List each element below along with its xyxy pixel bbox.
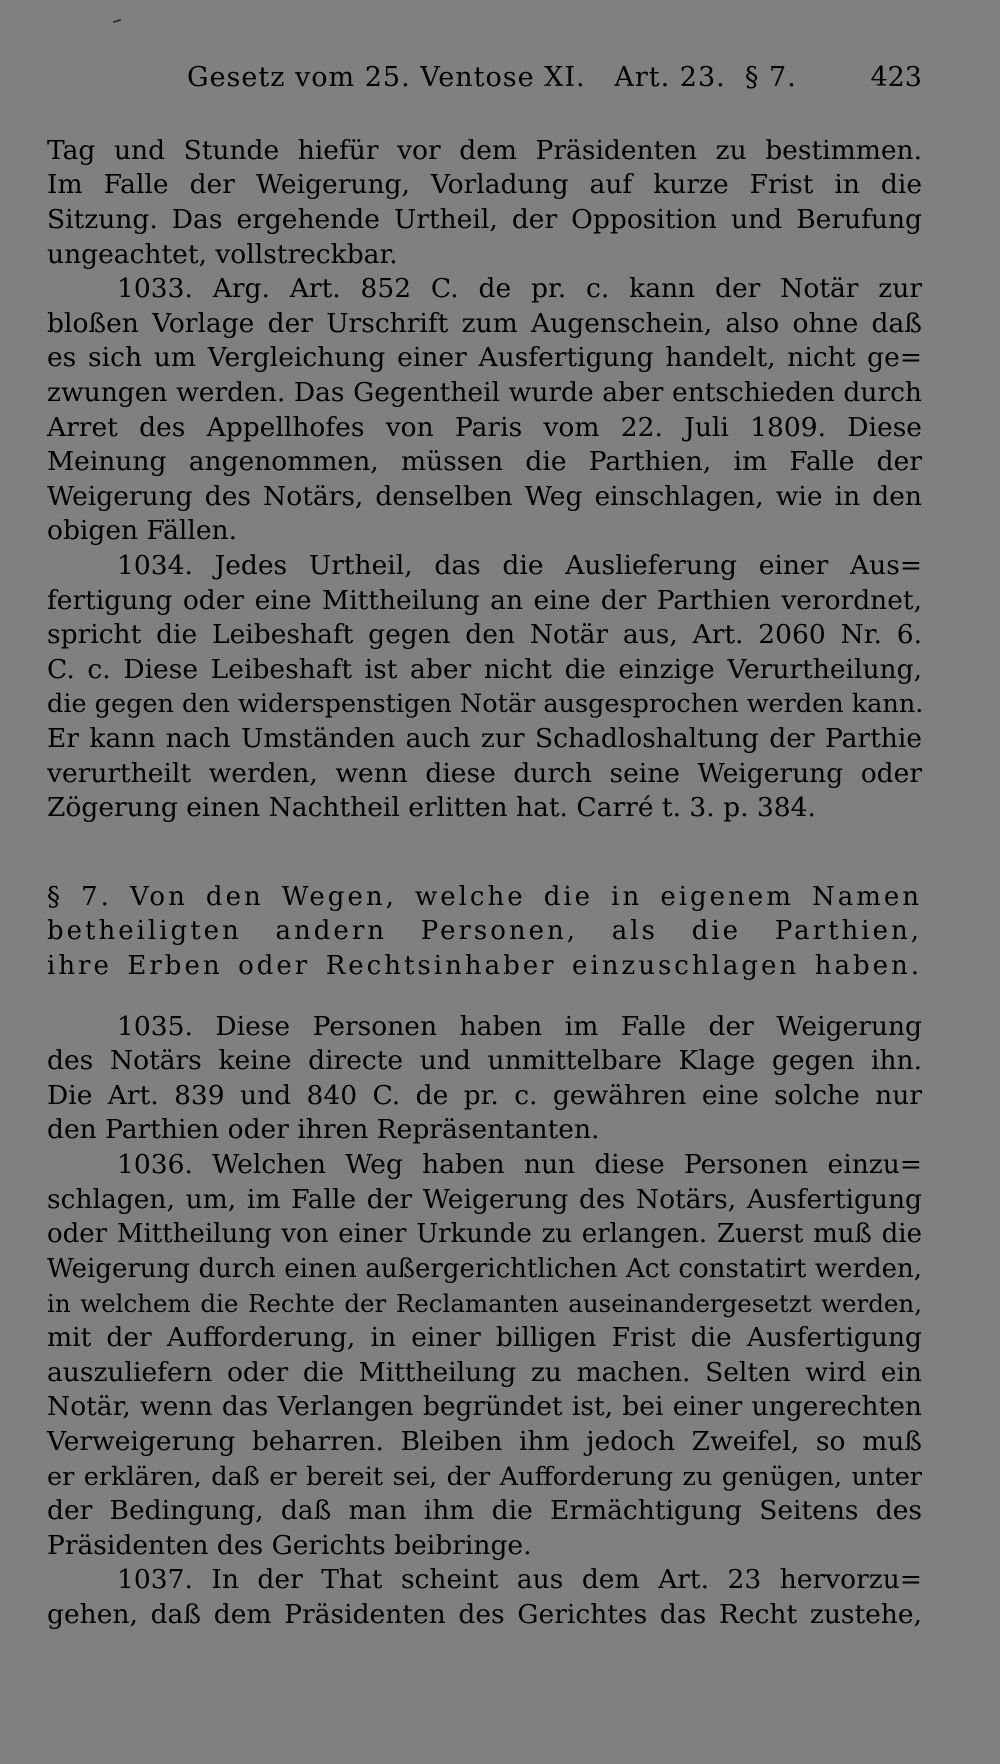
text-line: obigen Fällen. <box>47 515 238 546</box>
section-heading: betheiligten andern Personen, als die Parthien, <box>47 916 922 946</box>
text-line: Er kann nach Umständen auch zur Schadloshaltung der Parthie <box>47 723 922 754</box>
text-line: gehen, daß dem Präsidenten des Gerichtes das Recht zustehe, <box>47 1599 922 1630</box>
text-line: es sich um Vergleichung einer Ausfertigung handelt, nicht ge= <box>47 342 922 373</box>
text-line: die gegen den widerspenstigen Notär ausgesprochen werden kann. <box>47 689 924 719</box>
text-line: fertigung oder eine Mittheilung an eine der Parthien verordnet, <box>47 585 922 616</box>
text-line: Arret des Appellhofes von Paris vom 22. Juli 1809. Diese <box>47 412 922 443</box>
text-line: Weigerung des Notärs, denselben Weg einschlagen, wie in den <box>47 481 922 512</box>
text-line: Sitzung. Das ergehende Urtheil, der Opposition und Berufung <box>47 204 922 235</box>
text-line: Weigerung durch einen außergerichtlichen Act constatirt werden, <box>47 1254 922 1284</box>
text-line: C. c. Diese Leibeshaft ist aber nicht die einzige Verurtheilung, <box>47 654 922 685</box>
text-line: spricht die Leibeshaft gegen den Notär aus, Art. 2060 Nr. 6. <box>47 619 922 650</box>
text-line: Verweigerung beharren. Bleiben ihm jedoch Zweifel, so muß <box>47 1426 922 1457</box>
text-line: zwungen werden. Das Gegentheil wurde aber entschieden durch <box>47 377 922 408</box>
text-line: er erklären, daß er bereit sei, der Aufforderung zu genügen, unter <box>47 1462 922 1492</box>
running-head-title: Gesetz vom 25. Ventose XI. Art. 23. § 7. <box>187 62 797 93</box>
text-line: in welchem die Rechte der Reclamanten auseinandergesetzt werden, <box>47 1289 922 1318</box>
running-head <box>187 62 922 102</box>
text-line: auszuliefern oder die Mittheilung zu machen. Selten wird ein <box>47 1357 922 1388</box>
text-line: Präsidenten des Gerichts beibringe. <box>47 1530 532 1561</box>
section-heading: § 7. Von den Wegen, welche die in eigenem Namen <box>47 882 922 912</box>
text-line: schlagen, um, im Falle der Weigerung des Notärs, Ausfertigung <box>47 1184 922 1215</box>
paragraph-1037-start: 1037. In der That scheint aus dem Art. 23 hervorzu= <box>117 1564 922 1595</box>
paragraph-1035-start: 1035. Diese Personen haben im Falle der Weigerung <box>117 1011 922 1042</box>
text-line: der Bedingung, daß man ihm die Ermächtigung Seitens des <box>47 1495 922 1526</box>
text-line: oder Mittheilung von einer Urkunde zu erlangen. Zuerst muß die <box>47 1219 922 1249</box>
text-line: den Parthien oder ihren Repräsentanten. <box>47 1114 600 1145</box>
text-line: Im Falle der Weigerung, Vorladung auf kurze Frist in die <box>47 169 922 200</box>
text-line: Tag und Stunde hiefür vor dem Präsidenten zu bestimmen. <box>47 135 922 166</box>
section-heading: ihre Erben oder Rechtsinhaber einzuschlagen haben. <box>47 951 922 981</box>
text-line: ungeachtet, vollstreckbar. <box>47 239 398 270</box>
text-line: Meinung angenommen, müssen die Parthien, im Falle der <box>47 446 922 477</box>
text-line: bloßen Vorlage der Urschrift zum Augenschein, also ohne daß <box>47 308 922 339</box>
text-line: Notär, wenn das Verlangen begründet ist, bei einer ungerechten <box>47 1391 922 1422</box>
page-number: 423 <box>870 62 922 93</box>
text-line: verurtheilt werden, wenn diese durch seine Weigerung oder <box>47 758 922 789</box>
paragraph-1034-start: 1034. Jedes Urtheil, das die Auslieferung einer Aus= <box>117 550 922 581</box>
paragraph-1036-start: 1036. Welchen Weg haben nun diese Personen einzu= <box>117 1149 922 1180</box>
text-line: Zögerung einen Nachtheil erlitten hat. Carré t. 3. p. 384. <box>47 792 816 823</box>
text-line: mit der Aufforderung, in einer billigen Frist die Ausfertigung <box>47 1322 922 1353</box>
text-line: des Notärs keine directe und unmittelbare Klage gegen ihn. <box>47 1045 922 1076</box>
paragraph-1033-start: 1033. Arg. Art. 852 C. de pr. c. kann der Notär zur <box>117 273 922 304</box>
page-mark <box>113 19 121 24</box>
text-line: Die Art. 839 und 840 C. de pr. c. gewähren eine solche nur <box>47 1080 922 1111</box>
